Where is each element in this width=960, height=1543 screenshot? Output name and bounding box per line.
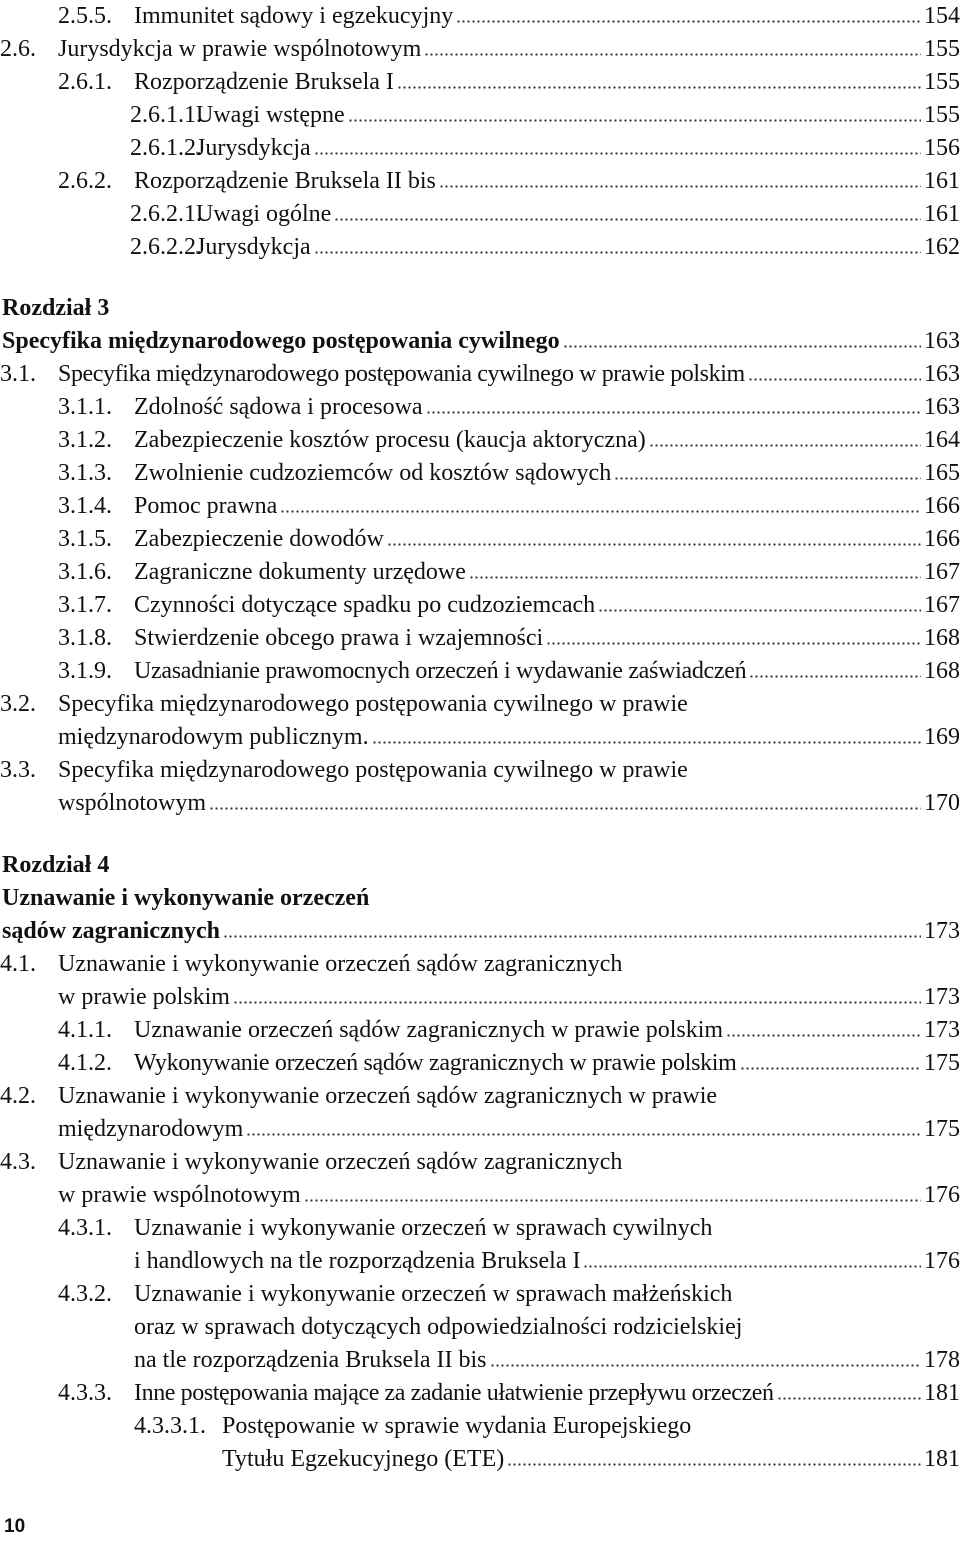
- entry-title: Uznawanie orzeczeń sądów zagranicznych w prawie polskim: [134, 1017, 724, 1043]
- entry-title: Uznawanie i wykonywanie orzeczeń sądów zagranicznych: [58, 1149, 623, 1175]
- entry-number: 2.6.2.1.: [130, 201, 202, 227]
- entry-title: Jurysdykcja w prawie wspólnotowym: [58, 36, 422, 62]
- dot-leader: [456, 10, 921, 24]
- entry-title: Zabezpieczenie kosztów procesu (kaucja aktoryczna): [134, 427, 646, 453]
- entry-page: 173: [924, 984, 960, 1010]
- entry-title: międzynarodowym: [58, 1116, 244, 1142]
- toc-entry: [0, 1080, 960, 1113]
- dot-leader: [649, 434, 921, 448]
- toc-entry-continuation: [134, 1245, 960, 1278]
- entry-title: w prawie wspólnotowym: [58, 1182, 301, 1208]
- entry-page: 173: [924, 1017, 960, 1043]
- entry-title: oraz w sprawach dotyczących odpowiedzialności rodzicielskiej: [134, 1314, 743, 1340]
- entry-number: 4.2.: [0, 1083, 36, 1109]
- entry-page: 163: [924, 361, 960, 387]
- dot-leader: [246, 1123, 921, 1137]
- toc-entry: [130, 99, 960, 132]
- entry-number: 4.1.2.: [58, 1050, 112, 1076]
- entry-page: 167: [924, 592, 960, 618]
- toc-entry: [58, 1278, 960, 1311]
- dot-leader: [304, 1189, 921, 1203]
- entry-page: 162: [924, 234, 960, 260]
- toc-entry: [58, 66, 960, 99]
- entry-page: 181: [924, 1446, 960, 1472]
- dot-leader: [348, 109, 921, 123]
- entry-page: 167: [924, 559, 960, 585]
- entry-title: Uznawanie i wykonywanie orzeczeń w sprawach cywilnych: [134, 1215, 713, 1241]
- entry-title: Zdolność sądowa i procesowa: [134, 394, 423, 420]
- entry-title: sądów zagranicznych: [2, 918, 220, 944]
- entry-title: Zabezpieczenie dowodów: [134, 526, 384, 552]
- entry-number: 4.3.3.: [58, 1380, 112, 1406]
- entry-number: 4.3.3.1.: [134, 1413, 206, 1439]
- toc-entry: [0, 33, 960, 66]
- entry-number: 3.1.6.: [58, 559, 112, 585]
- dot-leader: [372, 731, 921, 745]
- entry-page: 166: [924, 526, 960, 552]
- entry-title: Uwagi ogólne: [196, 201, 332, 227]
- entry-number: 3.1.9.: [58, 658, 112, 684]
- entry-number: 3.1.2.: [58, 427, 112, 453]
- entry-page: 178: [924, 1347, 960, 1373]
- toc-entry: [0, 754, 960, 787]
- entry-title: Uznawanie i wykonywanie orzeczeń sądów zagranicznych w prawie: [58, 1083, 718, 1109]
- entry-title: Tytułu Egzekucyjnego (ETE): [222, 1446, 505, 1472]
- entry-page: 164: [924, 427, 960, 453]
- dot-leader: [397, 76, 921, 90]
- entry-number: 3.1.: [0, 361, 36, 387]
- dot-leader: [469, 566, 921, 580]
- entry-page: 163: [924, 394, 960, 420]
- toc-entry: [58, 424, 960, 457]
- entry-title: Uznawanie i wykonywanie orzeczeń w sprawach małżeńskich: [134, 1281, 733, 1307]
- toc-chapter-entry: [2, 325, 960, 358]
- entry-title: Pomoc prawna: [134, 493, 278, 519]
- entry-title: Uzasadnianie prawomocnych orzeczeń i wydawanie zaświadczeń: [134, 658, 747, 684]
- entry-page: 166: [924, 493, 960, 519]
- entry-page: 156: [924, 135, 960, 161]
- chapter-heading: Rozdział 4: [2, 852, 110, 878]
- toc-entry: [58, 457, 960, 490]
- entry-page: 169: [924, 724, 960, 750]
- dot-leader: [314, 241, 921, 255]
- toc-entry: [0, 948, 960, 981]
- toc-entry: [0, 358, 960, 391]
- dot-leader: [614, 467, 921, 481]
- toc-entry: [58, 0, 960, 33]
- entry-title: Immunitet sądowy i egzekucyjny: [134, 3, 454, 29]
- toc-entry: [58, 523, 960, 556]
- entry-title: Stwierdzenie obcego prawa i wzajemności: [134, 625, 544, 651]
- entry-number: 3.3.: [0, 757, 36, 783]
- dot-leader: [563, 335, 921, 349]
- entry-title: Uwagi wstępne: [196, 102, 345, 128]
- toc-entry: [130, 231, 960, 264]
- entry-page: 165: [924, 460, 960, 486]
- toc-entry-continuation: [58, 1113, 960, 1146]
- dot-leader: [598, 599, 921, 613]
- entry-page: 154: [924, 3, 960, 29]
- entry-number: 3.1.4.: [58, 493, 112, 519]
- dot-leader: [749, 665, 921, 679]
- entry-page: 181: [924, 1380, 960, 1406]
- toc-entry: [130, 132, 960, 165]
- entry-page: 168: [924, 625, 960, 651]
- entry-page: 175: [924, 1050, 960, 1076]
- toc-entry: [58, 490, 960, 523]
- entry-page: 161: [924, 201, 960, 227]
- entry-number: 3.1.1.: [58, 394, 112, 420]
- entry-title: Postępowanie w sprawie wydania Europejskiego: [222, 1413, 692, 1439]
- entry-page: 161: [924, 168, 960, 194]
- entry-number: 2.6.: [0, 36, 36, 62]
- dot-leader: [426, 401, 921, 415]
- entry-number: 4.1.: [0, 951, 36, 977]
- entry-page: 155: [924, 69, 960, 95]
- entry-number: 3.1.7.: [58, 592, 112, 618]
- entry-title: Inne postępowania mające za zadanie ułatwienie przepływu orzeczeń: [134, 1380, 774, 1406]
- entry-page: 176: [924, 1182, 960, 1208]
- toc-entry: [58, 391, 960, 424]
- toc-entry-continuation: [222, 1443, 960, 1476]
- entry-title: Rozporządzenie Bruksela II bis: [134, 168, 436, 194]
- entry-number: 3.1.3.: [58, 460, 112, 486]
- entry-number: 2.6.1.1.: [130, 102, 202, 128]
- entry-title: Specyfika międzynarodowego postępowania cywilnego w prawie polskim: [58, 361, 745, 387]
- entry-page: 155: [924, 102, 960, 128]
- toc-entry: [58, 655, 960, 688]
- toc-entry-continuation: [58, 981, 960, 1014]
- toc-entry: [58, 1047, 960, 1080]
- entry-title: Specyfika międzynarodowego postępowania cywilnego w prawie: [58, 757, 688, 783]
- toc-entry: [58, 1377, 960, 1410]
- entry-page: 170: [924, 790, 960, 816]
- dot-leader: [748, 368, 921, 382]
- entry-page: 163: [924, 328, 960, 354]
- toc-entry-continuation: [58, 1179, 960, 1212]
- toc-entry-continuation: [58, 787, 960, 820]
- entry-number: 4.3.: [0, 1149, 36, 1175]
- dot-leader: [209, 797, 921, 811]
- entry-number: 2.6.1.2.: [130, 135, 202, 161]
- toc-entry-continuation: [58, 721, 960, 754]
- entry-page: 173: [924, 918, 960, 944]
- entry-title: w prawie polskim: [58, 984, 230, 1010]
- dot-leader: [387, 533, 921, 547]
- entry-title: na tle rozporządzenia Bruksela II bis: [134, 1347, 487, 1373]
- entry-number: 4.1.1.: [58, 1017, 112, 1043]
- entry-page: 175: [924, 1116, 960, 1142]
- dot-leader: [439, 175, 921, 189]
- entry-title: Rozporządzenie Bruksela I: [134, 69, 394, 95]
- toc-entry-continuation: [134, 1311, 960, 1344]
- toc-entry: [0, 1146, 960, 1179]
- entry-number: 2.5.5.: [58, 3, 112, 29]
- toc-entry: [134, 1410, 960, 1443]
- chapter-heading: Rozdział 3: [2, 295, 110, 321]
- entry-title: Uznawanie i wykonywanie orzeczeń sądów zagranicznych: [58, 951, 623, 977]
- entry-title: i handlowych na tle rozporządzenia Bruksela I: [134, 1248, 581, 1274]
- entry-title: Zwolnienie cudzoziemców od kosztów sądowych: [134, 460, 612, 486]
- toc-entry-continuation: [134, 1344, 960, 1377]
- entry-title: Specyfika międzynarodowego postępowania cywilnego w prawie: [58, 691, 688, 717]
- toc-entry: [58, 165, 960, 198]
- entry-title: Czynności dotyczące spadku po cudzoziemcach: [134, 592, 596, 618]
- entry-page: 176: [924, 1248, 960, 1274]
- dot-leader: [334, 208, 921, 222]
- dot-leader: [546, 632, 921, 646]
- entry-number: 2.6.2.2.: [130, 234, 202, 260]
- dot-leader: [490, 1354, 921, 1368]
- entry-number: 2.6.2.: [58, 168, 112, 194]
- entry-title: Uznawanie i wykonywanie orzeczeń: [2, 885, 370, 911]
- entry-number: 3.1.8.: [58, 625, 112, 651]
- toc-chapter-entry-continuation: [2, 915, 960, 948]
- toc-chapter-entry: [2, 882, 960, 915]
- dot-leader: [740, 1057, 921, 1071]
- dot-leader: [777, 1387, 921, 1401]
- page-number: 10: [4, 1516, 26, 1537]
- toc-entry: [58, 589, 960, 622]
- dot-leader: [223, 925, 921, 939]
- entry-title: Zagraniczne dokumenty urzędowe: [134, 559, 466, 585]
- dot-leader: [507, 1453, 921, 1467]
- entry-title: wspólnotowym: [58, 790, 207, 816]
- toc-entry: [130, 198, 960, 231]
- dot-leader: [314, 142, 921, 156]
- toc-entry: [58, 622, 960, 655]
- toc-entry: [0, 688, 960, 721]
- entry-number: 4.3.2.: [58, 1281, 112, 1307]
- entry-title: Jurysdykcja: [196, 234, 311, 260]
- dot-leader: [726, 1024, 921, 1038]
- entry-title: międzynarodowym publicznym.: [58, 724, 369, 750]
- entry-page: 168: [924, 658, 960, 684]
- dot-leader: [583, 1255, 921, 1269]
- entry-page: 155: [924, 36, 960, 62]
- entry-title: Specyfika międzynarodowego postępowania cywilnego: [2, 328, 560, 354]
- toc-entry: [58, 1212, 960, 1245]
- entry-number: 2.6.1.: [58, 69, 112, 95]
- entry-title: Wykonywanie orzeczeń sądów zagranicznych w prawie polskim: [134, 1050, 737, 1076]
- toc-entry: [58, 556, 960, 589]
- dot-leader: [233, 991, 921, 1005]
- entry-number: 3.2.: [0, 691, 36, 717]
- entry-number: 3.1.5.: [58, 526, 112, 552]
- toc-entry: [58, 1014, 960, 1047]
- entry-number: 4.3.1.: [58, 1215, 112, 1241]
- dot-leader: [280, 500, 921, 514]
- entry-title: Jurysdykcja: [196, 135, 311, 161]
- dot-leader: [424, 43, 921, 57]
